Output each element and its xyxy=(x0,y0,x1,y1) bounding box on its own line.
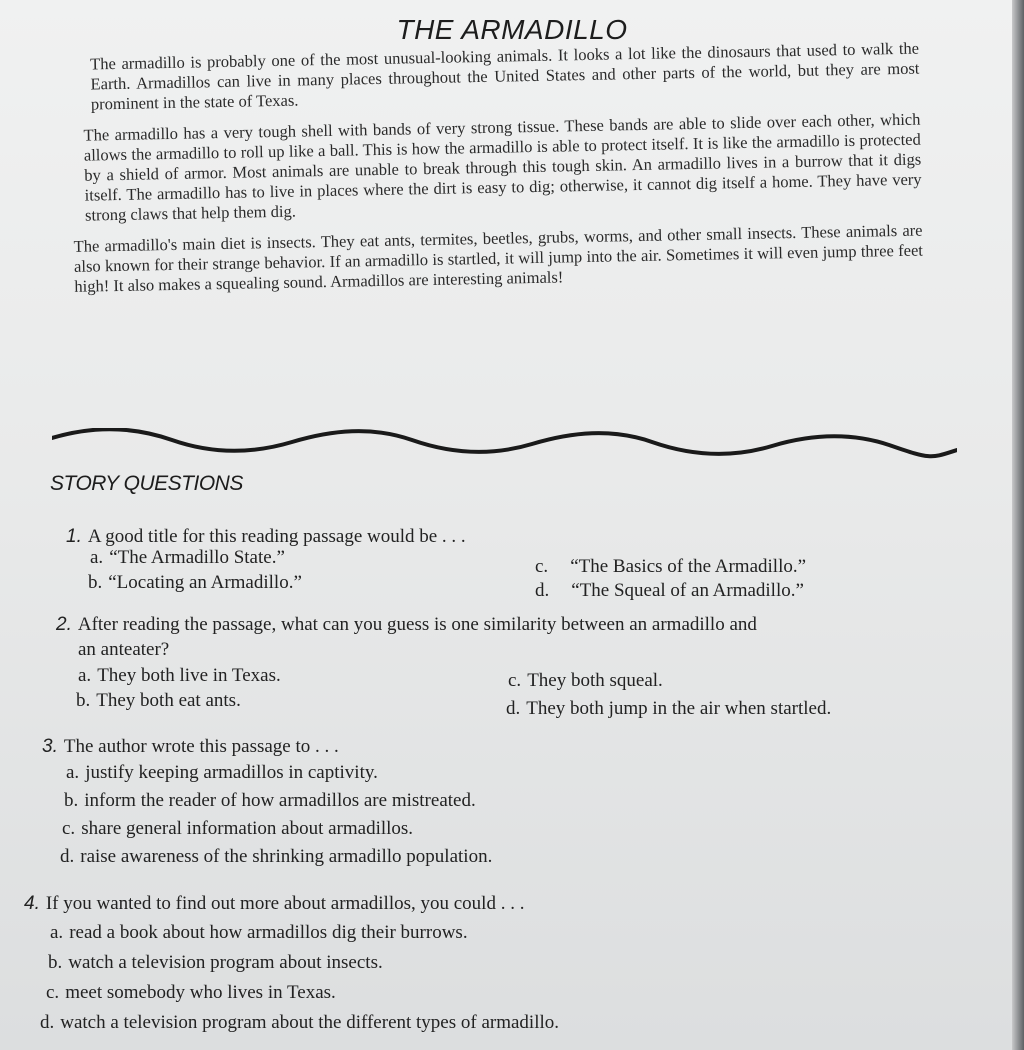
option-text: share general information about armadillos. xyxy=(81,818,414,839)
question-3-option-a[interactable] xyxy=(66,762,378,784)
question-3-option-c[interactable] xyxy=(62,818,413,840)
question-2-continued: an anteater? xyxy=(78,639,170,660)
reading-passage xyxy=(64,39,924,308)
option-text: They both eat ants. xyxy=(96,690,241,711)
option-text: watch a television program about insects. xyxy=(68,952,383,973)
question-2-text: After reading the passage, what can you guess is one similarity between an armadillo and xyxy=(77,614,757,635)
option-letter: a. xyxy=(78,665,92,686)
option-letter: c. xyxy=(508,670,522,691)
option-letter: b. xyxy=(64,790,79,811)
option-text: meet somebody who lives in Texas. xyxy=(65,982,336,1003)
question-2 xyxy=(56,612,757,637)
question-4-option-c[interactable] xyxy=(46,982,336,1004)
photo-background-edge xyxy=(1012,0,1024,1050)
question-4 xyxy=(24,891,524,916)
question-3-text: The author wrote this passage to . . . xyxy=(63,736,339,757)
question-1-option-c[interactable] xyxy=(535,556,806,578)
option-letter: a. xyxy=(50,922,64,943)
option-letter: a. xyxy=(66,762,80,783)
question-4-number: 4. xyxy=(24,893,40,914)
question-4-text: If you wanted to find out more about armadillos, you could . . . xyxy=(45,893,525,914)
option-text: raise awareness of the shrinking armadillo population. xyxy=(80,846,493,867)
option-text: They both squeal. xyxy=(527,670,663,691)
option-letter: d. xyxy=(60,846,75,867)
option-letter: d. xyxy=(506,698,521,719)
question-1-option-d[interactable] xyxy=(535,580,804,602)
option-letter: c. xyxy=(62,818,76,839)
question-1-number: 1. xyxy=(66,526,82,547)
question-3-option-d[interactable] xyxy=(60,846,492,868)
question-1 xyxy=(66,524,466,549)
question-4-option-b[interactable] xyxy=(48,952,383,974)
question-1-text: A good title for this reading passage would be . . . xyxy=(87,526,466,547)
page-title: THE ARMADILLO xyxy=(396,14,628,45)
option-letter: c. xyxy=(535,556,549,577)
option-letter: b. xyxy=(76,690,91,711)
story-questions-heading: STORY QUESTIONS xyxy=(50,472,243,495)
option-text: watch a television program about the different types of armadillo. xyxy=(60,1012,560,1033)
question-4-option-d[interactable] xyxy=(40,1012,559,1034)
question-3-option-b[interactable] xyxy=(64,790,476,812)
passage-paragraph-2: The armadillo has a very tough shell with bands of very strong tissue. These bands are able to slide over each other, which allows the armadillo to roll up like a ball. This is how the armadillo is able to protect itself. It is like the armadillo is protected by a shield of armor. Most animals are unable to break through this tough skin. An armadillo lives in a burrow that it digs itself. The armadillo has to live in places where the dirt is easy to dig; otherwise, it cannot dig itself a home. They have very strong claws that help them dig. xyxy=(83,109,922,225)
option-text: They both jump in the air when startled. xyxy=(526,698,832,719)
option-text: “The Armadillo State.” xyxy=(109,547,285,568)
question-1-option-b[interactable] xyxy=(88,572,302,594)
option-text: inform the reader of how armadillos are mistreated. xyxy=(84,790,476,811)
option-text: They both live in Texas. xyxy=(97,665,281,686)
option-text: justify keeping armadillos in captivity. xyxy=(85,762,378,783)
question-2-option-c[interactable] xyxy=(508,670,663,692)
question-2-option-b[interactable] xyxy=(76,690,241,712)
option-letter: b. xyxy=(88,572,103,593)
passage-paragraph-3: The armadillo's main diet is insects. They eat ants, termites, beetles, grubs, worms, and other small insects. These animals are also known for their strange behavior. If an armadillo is startled, it will jump into the air. Sometimes it will even jump three feet high! It also makes a squealing sound. Armadillos are interesting animals! xyxy=(73,220,924,296)
question-3-number: 3. xyxy=(42,736,58,757)
question-4-option-a[interactable] xyxy=(50,922,468,944)
option-letter: d. xyxy=(535,580,550,601)
question-1-option-a[interactable] xyxy=(90,547,285,569)
wavy-divider xyxy=(52,428,957,468)
option-letter: a. xyxy=(90,547,104,568)
option-letter: b. xyxy=(48,952,63,973)
question-3 xyxy=(42,734,339,759)
option-letter: d. xyxy=(40,1012,55,1033)
option-text: “The Squeal of an Armadillo.” xyxy=(571,580,804,601)
passage-paragraph-1: The armadillo is probably one of the most unusual-looking animals. It looks a lot like the dinosaurs that used to walk the Earth. Armadillos can live in many places throughout the United States and other parts of the world, but they are most prominent in the state of Texas. xyxy=(89,38,920,114)
option-text: “Locating an Armadillo.” xyxy=(108,572,302,593)
option-letter: c. xyxy=(46,982,60,1003)
option-text: read a book about how armadillos dig their burrows. xyxy=(69,922,468,943)
question-2-number: 2. xyxy=(56,614,72,635)
option-text: “The Basics of the Armadillo.” xyxy=(570,556,807,577)
question-2-option-d[interactable] xyxy=(506,698,831,720)
question-2-option-a[interactable] xyxy=(78,665,281,687)
